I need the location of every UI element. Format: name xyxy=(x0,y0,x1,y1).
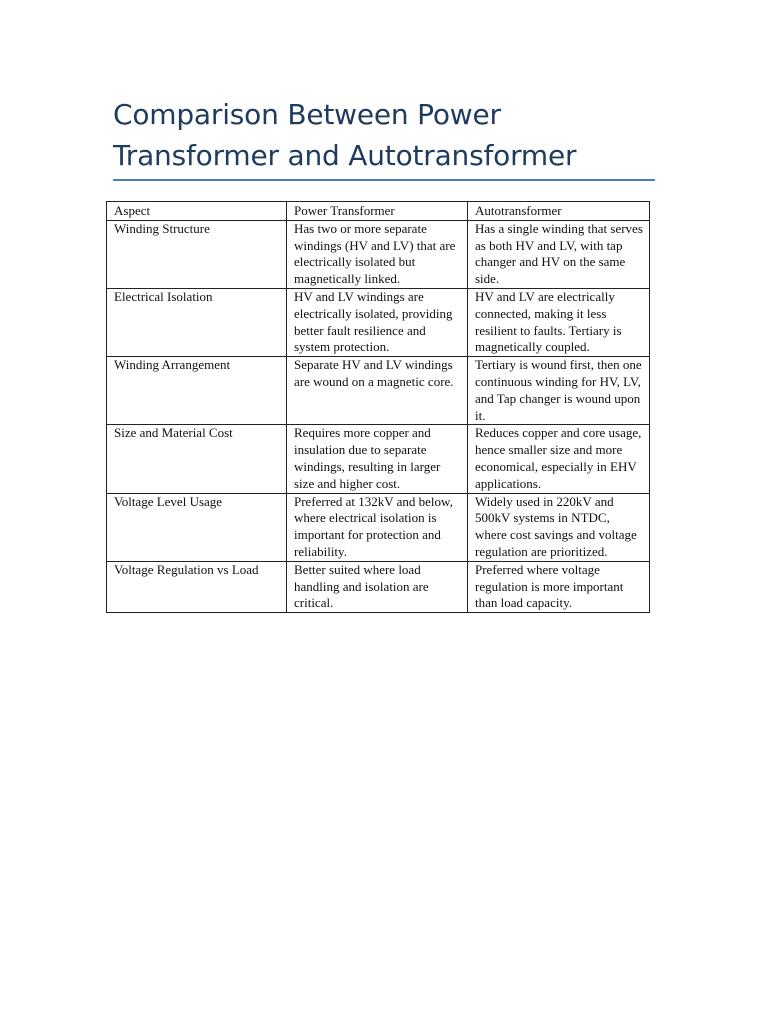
cell-autotransformer: Widely used in 220kV and 500kV systems in NTDC, where cost savings and voltage regulation are prioritized. xyxy=(468,493,650,561)
table-row xyxy=(107,425,650,493)
cell-autotransformer: Has a single winding that serves as both HV and LV, with tap changer and HV on the same side. xyxy=(468,220,650,288)
cell-power-transformer: HV and LV windings are electrically isolated, providing better fault resilience and system protection. xyxy=(287,288,468,356)
cell-power-transformer: Requires more copper and insulation due to separate windings, resulting in larger size and higher cost. xyxy=(287,425,468,493)
cell-autotransformer: Preferred where voltage regulation is more important than load capacity. xyxy=(468,561,650,612)
header-aspect: Aspect xyxy=(107,202,287,221)
table-header-row xyxy=(107,202,650,221)
table-row xyxy=(107,288,650,356)
cell-power-transformer: Better suited where load handling and isolation are critical. xyxy=(287,561,468,612)
cell-autotransformer: HV and LV are electrically connected, making it less resilient to faults. Tertiary is magnetically coupled. xyxy=(468,288,650,356)
table-row xyxy=(107,561,650,612)
comparison-table xyxy=(106,201,650,613)
document-title: Comparison Between Power Transformer and Autotransformer xyxy=(113,98,577,172)
table-row xyxy=(107,493,650,561)
cell-aspect: Electrical Isolation xyxy=(107,288,287,356)
cell-power-transformer: Has two or more separate windings (HV and LV) that are electrically isolated but magnetically linked. xyxy=(287,220,468,288)
cell-power-transformer: Separate HV and LV windings are wound on a magnetic core. xyxy=(287,357,468,425)
title-underline xyxy=(113,179,655,181)
header-autotransformer: Autotransformer xyxy=(468,202,650,221)
cell-aspect: Winding Arrangement xyxy=(107,357,287,425)
cell-aspect: Winding Structure xyxy=(107,220,287,288)
table-row xyxy=(107,357,650,425)
cell-power-transformer: Preferred at 132kV and below, where electrical isolation is important for protection and reliability. xyxy=(287,493,468,561)
table-row xyxy=(107,220,650,288)
cell-aspect: Voltage Level Usage xyxy=(107,493,287,561)
cell-autotransformer: Reduces copper and core usage, hence smaller size and more economical, especially in EHV applications. xyxy=(468,425,650,493)
header-power-transformer: Power Transformer xyxy=(287,202,468,221)
cell-aspect: Size and Material Cost xyxy=(107,425,287,493)
cell-autotransformer: Tertiary is wound first, then one continuous winding for HV, LV, and Tap changer is wound upon it. xyxy=(468,357,650,425)
cell-aspect: Voltage Regulation vs Load xyxy=(107,561,287,612)
